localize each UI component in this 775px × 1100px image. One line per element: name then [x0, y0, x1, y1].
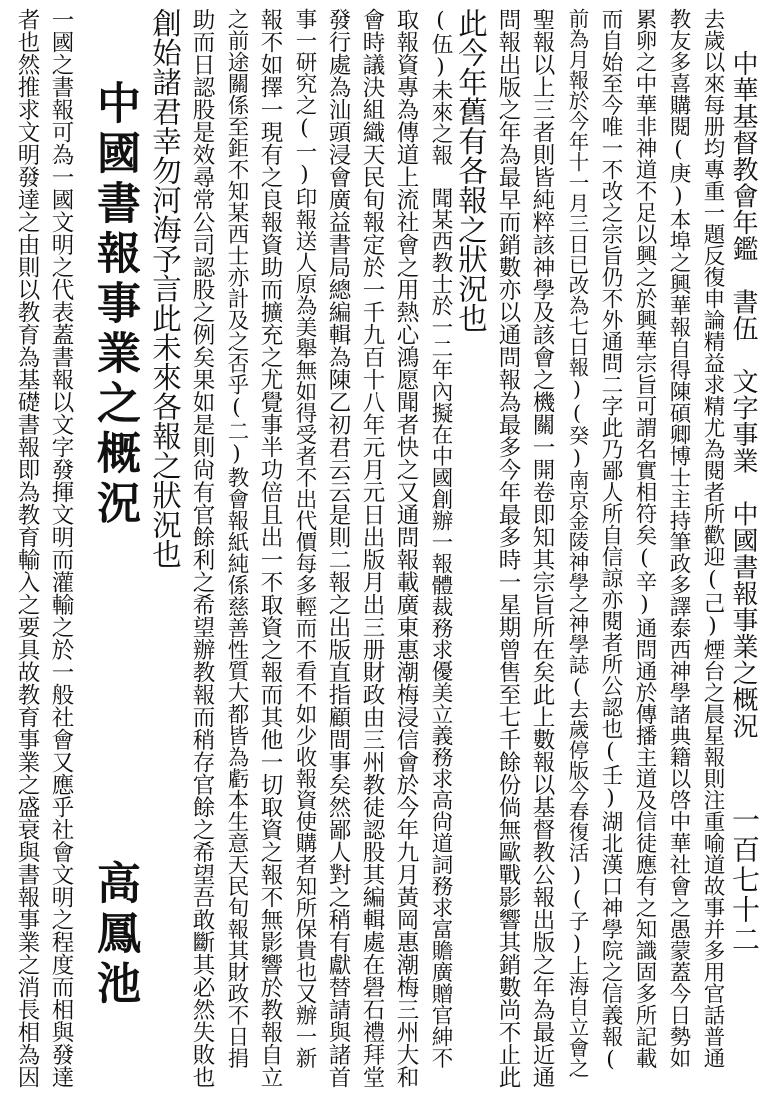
text-column: 發行處為汕頭浸會廣益書局總編輯為陳乙初君云云是則二報之出版直指顧間事矣然鄙人對之稍有獻替請與諸首: [325, 8, 351, 1088]
text-column: 取報資專為傳道上流社會之用熱心鴻愿聞者快之又通問報載廣東惠潮梅浸信會於今年九月黃岡惠潮梅三州大和: [393, 8, 419, 1088]
text-column: 者也然推求文明發達之由則以教育為基礎書報即為教育輸入之要具故教育事業之盛衰與書報事業之消長相為因: [14, 8, 40, 1088]
text-column: 創始諸君幸勿河海予言此未來各報之狀況也: [148, 8, 182, 569]
author-name: 高鳳池: [89, 860, 140, 1010]
text-column: 而自始至今唯一不改之宗旨仍不外通問二字此乃鄙人所自信諒亦閱者所公認也(壬)湖北漢口神學院之信義報(: [598, 8, 623, 1072]
text-column: 會時議決組織天民旬報定於一千九百十八年元月元日出版月出三册財政由三州教徒認股其編輯處在礐石禮拜堂: [359, 8, 385, 1088]
text-column: 問報出版之年為最早而銷數亦以通問報為最多今年最多時一星期曾售至七千餘份倘無歐戰影響其銷數尚不止此: [495, 8, 521, 1088]
section-title: 中國書報事業之概況: [89, 80, 140, 530]
page-number: 一百七十二: [728, 805, 761, 955]
text-column: 去歲以來每册均專重一題反復申論精益求精尤為閱者所歡迎(己)煙台之晨星報則注重喻道故事并多用官話普通: [700, 8, 725, 1069]
text-column: 累卵之中華非神道不足以興之於興華宗旨可謂名實相符矣(辛)通問通於傳播主道及信徒應有之知識固多所記載: [632, 8, 657, 1069]
running-header: 中華基督教會年鑑 書伍 文字事業 中國書報事業之概況: [728, 50, 758, 739]
text-column: (伍)未來之報 聞某西教士於一二年內擬在中國創辦一報體裁務求優美立義務求高尙道詞務求富贍廣贈官紳不: [428, 8, 453, 1069]
text-column: 之前途關係至鉅不知某西士亦計及之否乎(二)教會報紙純係慈善性質大都皆為虧本生意天民旬報其財政不日捐: [224, 8, 249, 1069]
text-column: 報不如擇一現有之良報資助而擴充之尤覺事半功倍且出一不取資之報而其他一切取資之報不無影響於教報自立: [257, 8, 283, 1088]
text-column: 聖報以上三者則皆純粹該神學及該會之機關一開卷即知其宗旨所在矣此上數報以基督教公報出版之年為最近通: [529, 8, 555, 1088]
text-column: 事一研究之(一)印報送人原為美舉無如得受者不出代價每多輕而不看不如少收報資使購者知所保貴也又辦一新: [292, 8, 317, 1069]
text-column: 此今年舊有各報之狀況也: [454, 8, 488, 333]
text-column: 一國之書報可為一國文明之代表蓋書報以文字發揮文明而灌輸之於一般社會又應乎社會文明之程度而相與發達: [48, 8, 74, 1088]
text-column: 前為月報於今年十一月三日已改為七日報)(癸)南京金陵神學之神學誌(去歲停版今春復活)(子)上海自立會之: [565, 8, 589, 1078]
text-column: 教友多喜購閱(庚)本埠之興華報自得陳碩卿博士主持筆政多譯泰西神學諸典籍以啓中華社會之愚蒙蓋今日勢如: [666, 8, 691, 1069]
text-column: 助而日認股是效尋常公司認股之例矣果如是則尙有官餘利之希望辦教報而稍存官餘之希望吾敢斷其必然失敗也: [189, 8, 215, 1088]
